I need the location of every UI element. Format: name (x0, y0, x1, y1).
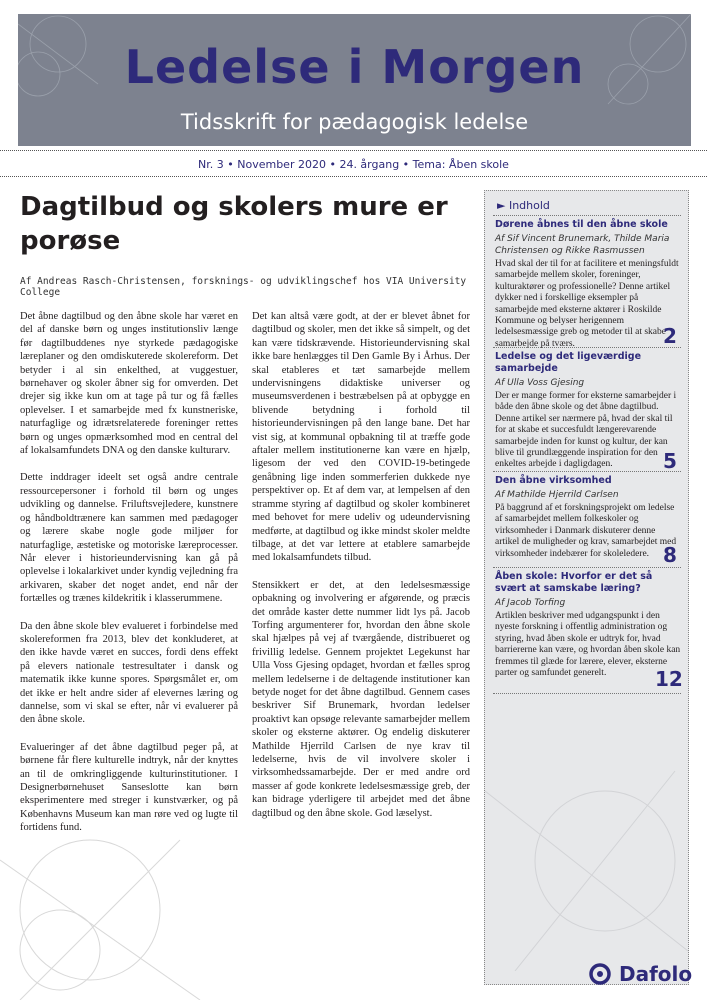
entry-author: Af Sif Vincent Brunemark, Thilde Maria Christensen og Rikke Rasmussen (495, 234, 670, 256)
contents-sidebar (484, 190, 689, 985)
contents-entry[interactable] (495, 219, 681, 350)
article-headline: Dagtilbud og skolers mure er porøse (20, 192, 448, 256)
divider (493, 471, 681, 472)
entry-title: Dørene åbnes til den åbne skole (495, 219, 668, 230)
sidebar-decoration (485, 751, 688, 971)
dafolo-logo-icon (588, 962, 612, 986)
page-number: 5 (663, 449, 677, 473)
divider (493, 347, 681, 348)
publisher-name: Dafolo (618, 962, 693, 986)
entry-author: Af Jacob Torfing (495, 598, 566, 608)
divider (0, 176, 707, 177)
page-number: 2 (663, 324, 677, 348)
divider (0, 150, 707, 151)
article-byline: Af Andreas Rasch-Christensen, forsknings- og udviklingschef hos VIA University College (20, 276, 467, 298)
paragraph: Stensikkert er det, at den ledelsesmæssige opbakning og involvering er afgørende, og præcis det område kaster dette nummer lidt lys på. Jacob Torfing argumenterer for, hvordan den åbne skole skal hjælpes på vej af tværgående, distribueret og frivillig ledelse. Gennem projektet Legekunst har Ulla Voss Gjesing opdaget, hvordan et fælles sprog mellem ledelserne i de deltagende institutioner kan betyde noget for det åbne dagtilbud. Gennem cases beskriver Sif Brunemark, hvordan ledelser proaktivt kan opsøge relevante samarbejder mellem skoler og eksterne aktører. Og endelig diskuterer Mathilde Hjerrild Carlsen de nye krav til ledelserne, hvis de vil involvere skoler i virksomhedssamarbejde. Der er med andre ord masser af gode konkrete ledelsesmæssige greb, der kan bidrage yderligere til arbejdet med det åbne dagtilbud og den åbne skole. God læselyst. (252, 579, 470, 819)
entry-author: Af Mathilde Hjerrild Carlsen (495, 490, 619, 500)
paragraph: Det åbne dagtilbud og den åbne skole har været en del af danske børn og unges institutionsliv længe før dagtilbuddenes nye styrkede pædagogiske læreplaner og den omdiskuterede skolereform. Det betyder i al sin enkelthed, at vuggestuer, børnehaver og skoler åbner sig for omverden. Det drejer sig ikke kun om at tage på tur og få fælles oplevelser. I et samarbejde med fx kunstneriske, naturfaglige og idrætsrelaterede foreninger rettes børn og unges opmærksomhed mod en central del af lokalsamfundets DNA og den danske kulturarv. (20, 311, 238, 457)
entry-author: Af Ulla Voss Gjesing (495, 378, 585, 388)
masthead (18, 14, 691, 146)
page-number: 12 (655, 667, 683, 691)
article-column-2 (252, 310, 470, 834)
entry-summary: Hvad skal der til for at facilitere et meningsfuldt samarbejde mellem skoler, foreninger, kulturaktører og professionelle? Denne artikel dykker ned i forskellige eksempler på samarbejde med eksterne aktører i Roskilde Kommune og belyser herigennem ledelsesmæssige greb og metoder til at skabe samarbejde på tværs. (495, 259, 679, 349)
entry-title: Ledelse og det ligeværdige samarbejde (495, 351, 642, 374)
contents-entry[interactable] (495, 571, 681, 679)
entry-title: Den åbne virksomhed (495, 475, 612, 486)
contents-heading: ► Indhold (497, 199, 550, 212)
contents-entry[interactable] (495, 351, 681, 471)
magazine-title: Ledelse i Morgen (124, 40, 585, 94)
paragraph: Evalueringer af det åbne dagtilbud peger på, at børnene får flere kulturelle indtryk, når der knyttes an til de omkringliggende kulturinstitutioner. I Designerbørnehuset Sanseslotte kan børn eksperimentere med streger i kunstværker, og på Københavns Museum kan man røre ved og lugte til fortidens fund. (20, 741, 238, 834)
entry-title: Åben skole: Hvorfor er det så svært at samskabe læring? (495, 571, 653, 594)
paragraph: Det kan altså være godt, at der er blevet åbnet for dagtilbud og skoler, men det ikke så simpelt, og det kan være tidskrævende. Historieundervisning skal ikke bare henlægges til Den Gamle By i Århus. Der skal etableres et tæt samarbejde mellem undervisningens didaktiske universer og museumsverdenen i bestræbelsen på at opbygge en blivende betydning i forhold til historieundervisningen på den lange bane. Det har vist sig, at kommunal opbakning til at træffe gode aftaler mellem institutionerne kan være en hjælp, ligesom der ved den COVID-19-betingede genåbning lige inden sommerferien dukkede nye perspektiver op. Et af dem var, at lempelsen af den stramme styring af dagtilbud og skoler kombineret med behovet for mere udeliv og udeundervisning medførte, at dagtilbud og ikke mindst skoler meldte tilbage, at det var lettere at etablere samarbejde med lokalsamfundets tilbud. (252, 311, 470, 564)
divider (493, 215, 681, 216)
paragraph: Dette inddrager ideelt set også andre centrale ressourcepersoner i forhold til børn og unges udvikling og dannelse. Friluftsvejledere, kunstnere og håndboldtrænere kan sammen med pædagoger og lærere skabe nogle gode miljøer for naturfaglige, æstetiske og motoriske læreprocesser. Når elever i historieundervisning kan gå på oplevelse i lokalarkivet under kyndig vejledning fra arkivaren, skaber det noget andet, end når der fortælles og trænes kildekritik i klasserummene. (20, 472, 238, 605)
entry-summary: Artiklen beskriver med udgangspunkt i den nyeste forskning i offentlig administration og styring, hvad åben skole er udtryk for, hvad barriererne kan være, og hvordan åben skole kan fremmes til glæde for lærere, elever, eksterne parter og samfundet generelt. (495, 611, 681, 679)
entry-summary: Der er mange former for eksterne samarbejder i både den åbne skole og det åbne dagtilbud. Denne artikel ser nærmere på, hvad der skal til for at skabe et succesfuldt længerevarende samarbejde inden for kunst og kultur, der kan blive til grundlæggende inspiration for den enkeltes arbejde i dagligdagen. (495, 391, 677, 470)
issue-line: Nr. 3 • November 2020 • 24. årgang • Tema: Åben skole (198, 158, 509, 171)
contents-entry[interactable] (495, 475, 681, 560)
divider (493, 567, 681, 568)
entry-summary: På baggrund af et forskningsprojekt om ledelse af samarbejdet mellem folkeskoler og virksomheder i Danmark diskuterer denne artikel de muligheder og krav, samarbejdet med virksomheder indebærer for skoleledere. (495, 503, 677, 559)
article-column-1 (20, 310, 238, 849)
publisher-logo (588, 962, 692, 986)
magazine-subtitle: Tidsskrift for pædagogisk ledelse (180, 110, 529, 134)
page-number: 8 (663, 543, 677, 567)
paragraph: Da den åbne skole blev evalueret i forbindelse med skolereformen fra 2013, blev det konkluderet, at den ikke havde været en succes, fordi dens effekt på elevers nationale testresultater i dansk og matematik ikke kunne spores. Spørgsmålet er, om det ikke er helt andre sider af elevernes læring og dannelse, som vi skal se efter, når vi evaluerer på den åbne skole. (20, 620, 238, 726)
divider (493, 693, 681, 694)
